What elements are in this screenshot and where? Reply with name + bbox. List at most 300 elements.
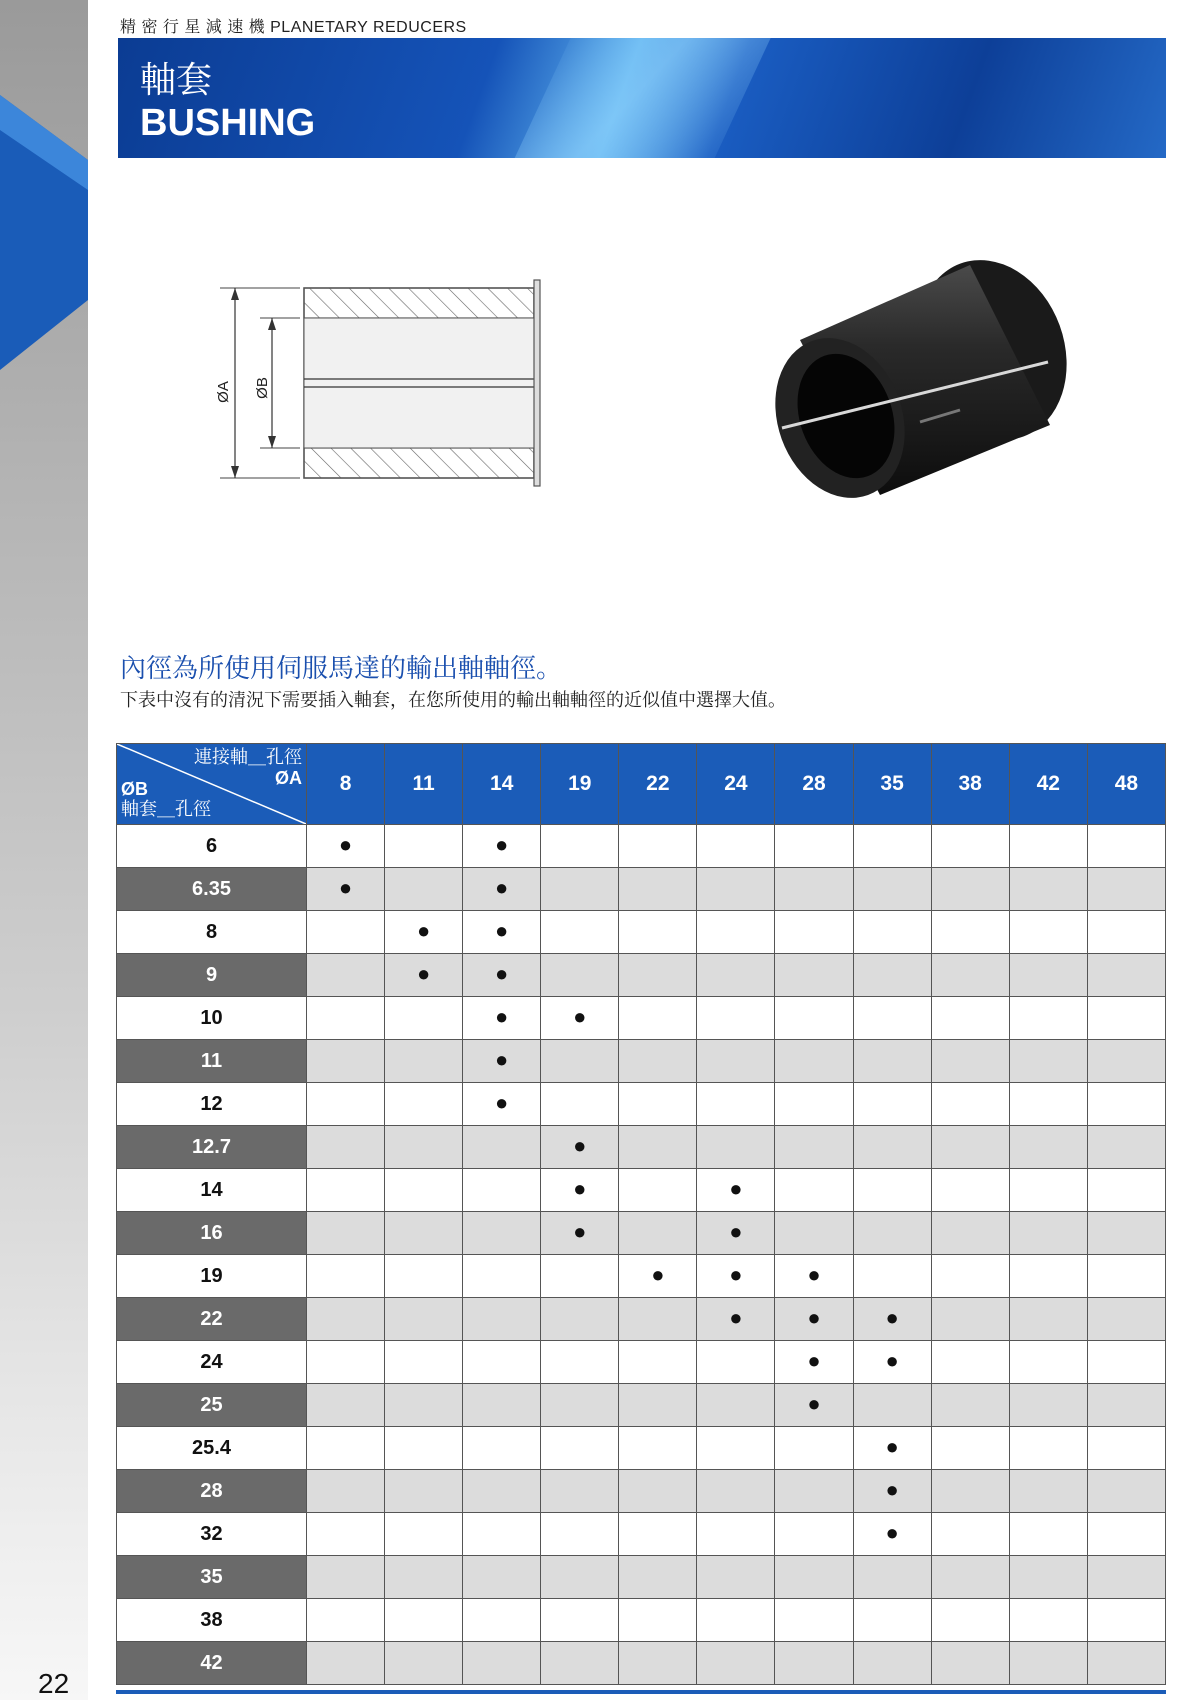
table-row [117, 1169, 1166, 1212]
row-label: 35 [117, 1556, 307, 1599]
table-cell [853, 1513, 931, 1556]
compatibility-dot: ● [495, 1047, 509, 1072]
table-cell [931, 1642, 1009, 1685]
table-cell [541, 1470, 619, 1513]
table-cell [775, 1341, 853, 1384]
column-header: 14 [463, 744, 541, 825]
table-cell [931, 1169, 1009, 1212]
table-cell [463, 1642, 541, 1685]
table-cell [853, 1126, 931, 1169]
compatibility-dot: ● [416, 918, 431, 943]
table-cell [307, 1470, 385, 1513]
column-header: 19 [541, 744, 619, 825]
table-cell [541, 1427, 619, 1470]
column-header: 11 [385, 744, 463, 825]
table-cell [775, 1427, 853, 1470]
table-cell [931, 868, 1009, 911]
table-row [117, 1341, 1166, 1384]
table-row [117, 1126, 1166, 1169]
table-cell [541, 1298, 619, 1341]
table-cell [619, 1255, 697, 1298]
dimension-a-label: ØA [215, 381, 232, 403]
table-cell [619, 954, 697, 997]
compatibility-dot: ● [416, 961, 431, 986]
table-cell [1087, 1427, 1165, 1470]
row-label: 42 [117, 1642, 307, 1685]
table-row [117, 911, 1166, 954]
compatibility-dot: ● [495, 1004, 509, 1029]
table-cell [619, 1556, 697, 1599]
compatibility-dot: ● [729, 1176, 743, 1201]
row-label: 25 [117, 1384, 307, 1427]
table-cell [619, 868, 697, 911]
table-cell [541, 1255, 619, 1298]
table-cell [775, 1513, 853, 1556]
table-cell [385, 1169, 463, 1212]
table-cell [619, 1384, 697, 1427]
table-row [117, 868, 1166, 911]
table-cell [1087, 825, 1165, 868]
table-cell [619, 1470, 697, 1513]
table-cell [931, 1513, 1009, 1556]
table-cell [541, 825, 619, 868]
table-cell [697, 1255, 775, 1298]
table-row [117, 1040, 1166, 1083]
table-cell [619, 1642, 697, 1685]
table-cell [697, 1169, 775, 1212]
table-cell [931, 1040, 1009, 1083]
row-label: 16 [117, 1212, 307, 1255]
compatibility-dot: ● [729, 1305, 743, 1330]
table-row [117, 825, 1166, 868]
table-row [117, 1513, 1166, 1556]
table-cell [1009, 1298, 1087, 1341]
table-cell [931, 1427, 1009, 1470]
title-banner [118, 38, 1166, 158]
table-cell [853, 868, 931, 911]
table-cell [541, 1126, 619, 1169]
table-cell [697, 1427, 775, 1470]
column-header: 48 [1087, 744, 1165, 825]
table-cell [697, 1040, 775, 1083]
table-cell [697, 825, 775, 868]
table-cell [1009, 868, 1087, 911]
table-cell [619, 997, 697, 1040]
table-cell [541, 1212, 619, 1255]
table-cell [463, 997, 541, 1040]
dimension-b-label: ØB [254, 377, 271, 399]
compatibility-dot: ● [338, 875, 353, 900]
table-cell [1087, 1513, 1165, 1556]
table-cell [307, 1384, 385, 1427]
row-label: 12 [117, 1083, 307, 1126]
table-cell [853, 825, 931, 868]
table-cell [1087, 1255, 1165, 1298]
table-cell [307, 1642, 385, 1685]
table-cell [931, 954, 1009, 997]
table-cell [1009, 997, 1087, 1040]
compatibility-dot: ● [338, 832, 353, 857]
table-cell [385, 954, 463, 997]
compatibility-dot: ● [885, 1305, 899, 1330]
table-cell [541, 1169, 619, 1212]
compatibility-dot: ● [495, 918, 509, 943]
table-cell [307, 1599, 385, 1642]
table-cell [697, 1341, 775, 1384]
compatibility-dot: ● [807, 1391, 821, 1416]
table-cell [463, 825, 541, 868]
table-cell [463, 1083, 541, 1126]
table-cell [385, 1470, 463, 1513]
column-header: 8 [307, 744, 385, 825]
table-cell [385, 1255, 463, 1298]
table-row [117, 1642, 1166, 1685]
table-cell [385, 1384, 463, 1427]
table-cell [541, 1599, 619, 1642]
table-cell [463, 1341, 541, 1384]
table-cell [385, 1513, 463, 1556]
note-text: 下表中沒有的清況下需要插入軸套，在您所使用的輸出軸軸徑的近似值中選擇大值。 [120, 690, 786, 711]
note-title: 內徑為所使用伺服馬達的輸出軸軸徑。 [120, 654, 563, 684]
table-cell [1009, 1126, 1087, 1169]
table-cell [307, 911, 385, 954]
table-cell [1009, 911, 1087, 954]
table-row [117, 1427, 1166, 1470]
table-cell [931, 1126, 1009, 1169]
row-label: 11 [117, 1040, 307, 1083]
catalog-subtitle: 精 密 行 星 減 速 機 PLANETARY REDUCERS [120, 19, 467, 36]
table-cell [385, 1642, 463, 1685]
table-row [117, 1083, 1166, 1126]
table-row [117, 1298, 1166, 1341]
page-number: 22 [38, 1668, 70, 1699]
table-cell [1087, 1169, 1165, 1212]
table-cell [1009, 1040, 1087, 1083]
table-cell [853, 954, 931, 997]
table-row [117, 1470, 1166, 1513]
compatibility-dot: ● [495, 961, 509, 986]
table-cell [463, 868, 541, 911]
table-cell [463, 1255, 541, 1298]
table-cell [463, 1212, 541, 1255]
table-cell [307, 1169, 385, 1212]
table-cell [1009, 1556, 1087, 1599]
table-cell [775, 1169, 853, 1212]
table-cell [307, 954, 385, 997]
table-cell [775, 1083, 853, 1126]
table-cell [463, 1470, 541, 1513]
table-cell [1087, 1556, 1165, 1599]
table-cell [697, 1298, 775, 1341]
table-row [117, 1212, 1166, 1255]
table-cell [619, 1126, 697, 1169]
table-cell [619, 911, 697, 954]
table-cell [385, 1212, 463, 1255]
table-cell [541, 1083, 619, 1126]
table-cell [1009, 954, 1087, 997]
table-cell [775, 954, 853, 997]
table-cell [853, 1083, 931, 1126]
table-cell [463, 1384, 541, 1427]
compatibility-dot: ● [651, 1262, 665, 1287]
compatibility-dot: ● [885, 1348, 899, 1373]
table-cell [853, 1384, 931, 1427]
table-cell [775, 1212, 853, 1255]
table-cell [1087, 1298, 1165, 1341]
table-cell [853, 1599, 931, 1642]
table-cell [541, 997, 619, 1040]
table-cell [541, 868, 619, 911]
table-cell [463, 954, 541, 997]
row-label: 25.4 [117, 1427, 307, 1470]
table-cell [307, 1556, 385, 1599]
table-cell [307, 1126, 385, 1169]
table-cell [1009, 1212, 1087, 1255]
table-cell [1009, 1470, 1087, 1513]
row-label: 22 [117, 1298, 307, 1341]
table-cell [307, 1427, 385, 1470]
table-row [117, 954, 1166, 997]
title-english: BUSHING [140, 102, 316, 144]
column-header: 38 [931, 744, 1009, 825]
row-label: 32 [117, 1513, 307, 1556]
table-cell [1009, 1169, 1087, 1212]
compatibility-dot: ● [573, 1176, 587, 1201]
table-cell [1009, 1384, 1087, 1427]
table-corner-header [117, 744, 307, 825]
compatibility-dot: ● [885, 1520, 899, 1545]
row-label: 28 [117, 1470, 307, 1513]
table-cell [307, 997, 385, 1040]
row-label: 38 [117, 1599, 307, 1642]
table-cell [775, 1556, 853, 1599]
compatibility-dot: ● [807, 1348, 821, 1373]
compatibility-dot: ● [573, 1133, 587, 1158]
table-cell [463, 1599, 541, 1642]
table-cell [931, 1599, 1009, 1642]
table-cell [1087, 997, 1165, 1040]
table-cell [775, 1599, 853, 1642]
table-cell [385, 1126, 463, 1169]
table-cell [853, 1212, 931, 1255]
table-cell [853, 1427, 931, 1470]
table-cell [1009, 1255, 1087, 1298]
table-cell [385, 868, 463, 911]
compatibility-dot: ● [495, 832, 509, 857]
bushing-compatibility-table [116, 743, 1166, 1685]
table-cell [775, 1255, 853, 1298]
table-cell [619, 1083, 697, 1126]
table-cell [463, 1556, 541, 1599]
table-row [117, 1384, 1166, 1427]
table-cell [463, 1513, 541, 1556]
table-cell [619, 1212, 697, 1255]
table-cell [697, 868, 775, 911]
table-cell [307, 1298, 385, 1341]
table-cell [697, 1513, 775, 1556]
table-cell [307, 1083, 385, 1126]
table-cell [775, 1470, 853, 1513]
table-cell [619, 1427, 697, 1470]
table-cell [463, 1298, 541, 1341]
table-cell [619, 825, 697, 868]
row-label: 12.7 [117, 1126, 307, 1169]
row-label: 6.35 [117, 868, 307, 911]
table-cell [775, 997, 853, 1040]
row-label: 9 [117, 954, 307, 997]
table-cell [385, 825, 463, 868]
table-cell [619, 1341, 697, 1384]
table-cell [385, 1556, 463, 1599]
table-cell [463, 1040, 541, 1083]
table-cell [463, 911, 541, 954]
table-cell [931, 997, 1009, 1040]
table-cell [541, 1341, 619, 1384]
table-cell [541, 1513, 619, 1556]
table-cell [307, 825, 385, 868]
table-cell [541, 954, 619, 997]
table-row [117, 997, 1166, 1040]
table-cell [775, 1298, 853, 1341]
row-label: 24 [117, 1341, 307, 1384]
table-cell [1087, 1384, 1165, 1427]
table-cell [463, 1169, 541, 1212]
table-cell [1009, 1427, 1087, 1470]
table-cell [697, 1384, 775, 1427]
table-cell [775, 1126, 853, 1169]
table-cell [775, 1642, 853, 1685]
table-cell [775, 911, 853, 954]
corner-top-line1: 連接軸＿孔徑 [194, 747, 302, 768]
column-header: 28 [775, 744, 853, 825]
table-cell [697, 911, 775, 954]
table-cell [541, 1384, 619, 1427]
table-cell [1087, 1126, 1165, 1169]
table-cell [463, 1126, 541, 1169]
table-cell [1087, 1642, 1165, 1685]
table-cell [1009, 825, 1087, 868]
row-label: 19 [117, 1255, 307, 1298]
column-header: 42 [1009, 744, 1087, 825]
table-cell [853, 1255, 931, 1298]
compatibility-dot: ● [807, 1262, 821, 1287]
table-cell [1087, 868, 1165, 911]
table-cell [697, 1083, 775, 1126]
table-cell [697, 1212, 775, 1255]
bushing-section-drawing [200, 278, 560, 508]
compatibility-dot: ● [807, 1305, 821, 1330]
table-cell [853, 1341, 931, 1384]
table-cell [775, 1040, 853, 1083]
table-cell [853, 1642, 931, 1685]
table-cell [931, 1255, 1009, 1298]
table-cell [931, 1470, 1009, 1513]
table-cell [385, 1083, 463, 1126]
table-cell [697, 997, 775, 1040]
table-cell [775, 1384, 853, 1427]
compatibility-dot: ● [495, 1090, 509, 1115]
table-cell [853, 1556, 931, 1599]
column-header: 35 [853, 744, 931, 825]
table-cell [931, 1556, 1009, 1599]
compatibility-dot: ● [885, 1434, 899, 1459]
table-cell [385, 911, 463, 954]
title-chinese: 軸套 [140, 60, 213, 101]
corner-top-line2: ØA [275, 768, 302, 788]
row-label: 14 [117, 1169, 307, 1212]
table-cell [307, 868, 385, 911]
table-row [117, 1599, 1166, 1642]
table-cell [619, 1040, 697, 1083]
compatibility-dot: ● [573, 1004, 587, 1029]
table-cell [931, 1083, 1009, 1126]
bottom-rule [116, 1690, 1166, 1694]
table-cell [619, 1599, 697, 1642]
table-cell [853, 997, 931, 1040]
table-row [117, 1255, 1166, 1298]
table-cell [1087, 911, 1165, 954]
table-header-row [117, 744, 1166, 825]
table-cell [697, 1126, 775, 1169]
table-cell [1087, 1470, 1165, 1513]
table-cell [697, 1599, 775, 1642]
corner-bottom-line1: ØB [121, 779, 148, 799]
compatibility-dot: ● [729, 1219, 743, 1244]
compatibility-dot: ● [729, 1262, 743, 1287]
compatibility-dot: ● [573, 1219, 587, 1244]
table-cell [307, 1212, 385, 1255]
table-cell [931, 1212, 1009, 1255]
table-cell [307, 1040, 385, 1083]
table-cell [775, 825, 853, 868]
table-cell [697, 1556, 775, 1599]
row-label: 10 [117, 997, 307, 1040]
table-cell [1087, 1083, 1165, 1126]
table-cell [541, 1556, 619, 1599]
table-cell [307, 1341, 385, 1384]
table-row [117, 1556, 1166, 1599]
table-cell [385, 1341, 463, 1384]
table-cell [853, 1298, 931, 1341]
table-cell [853, 911, 931, 954]
table-cell [1009, 1599, 1087, 1642]
table-cell [853, 1169, 931, 1212]
table-cell [307, 1513, 385, 1556]
table-cell [385, 1427, 463, 1470]
corner-bottom-label [121, 779, 211, 820]
column-header: 24 [697, 744, 775, 825]
table-cell [1009, 1513, 1087, 1556]
table-cell [619, 1298, 697, 1341]
compatibility-dot: ● [495, 875, 509, 900]
row-label: 8 [117, 911, 307, 954]
table-cell [1009, 1642, 1087, 1685]
table-cell [697, 1642, 775, 1685]
table-cell [1087, 954, 1165, 997]
table-cell [541, 911, 619, 954]
table-cell [307, 1255, 385, 1298]
table-cell [463, 1427, 541, 1470]
table-body [117, 825, 1166, 1685]
side-blue-wedge [0, 0, 88, 380]
table-cell [1009, 1341, 1087, 1384]
table-cell [385, 1599, 463, 1642]
table-cell [619, 1513, 697, 1556]
corner-bottom-line2: 軸套＿孔徑 [121, 799, 211, 820]
table-cell [931, 1384, 1009, 1427]
table-cell [697, 954, 775, 997]
table-cell [931, 825, 1009, 868]
